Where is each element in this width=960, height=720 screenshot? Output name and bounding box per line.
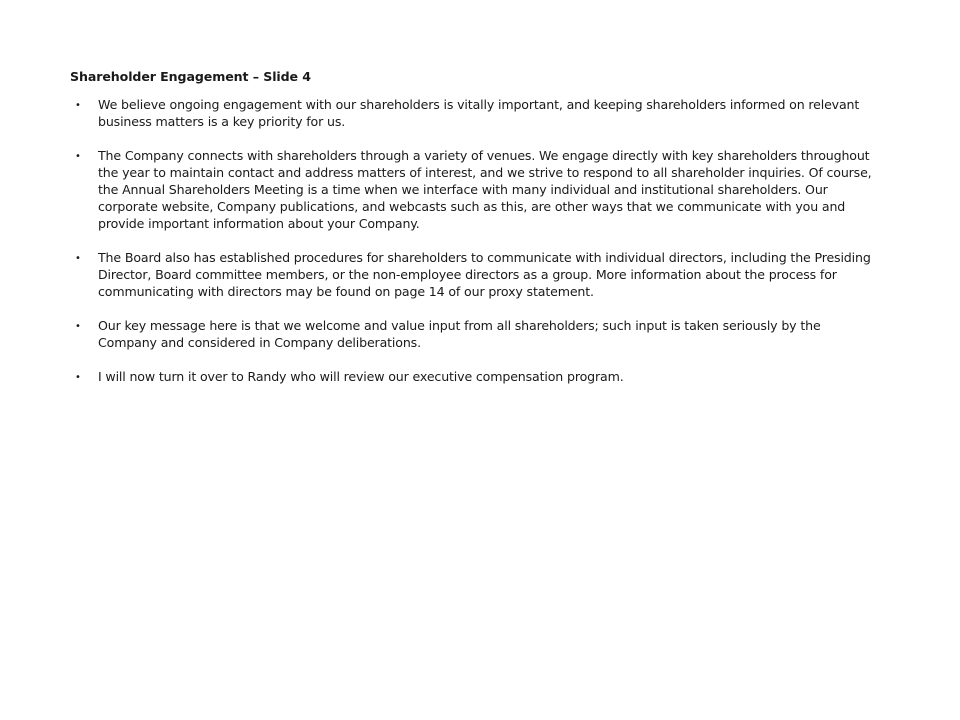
list-item: • Our key message here is that we welcome and value input from all shareholders; such input is taken seriously by the Company and considered in Company deliberations. (70, 317, 878, 351)
list-item: • We believe ongoing engagement with our shareholders is vitally important, and keeping shareholders informed on relevant business matters is a key priority for us. (70, 96, 878, 130)
bullet-list (70, 96, 880, 385)
list-item: • The Company connects with shareholders through a variety of venues. We engage directly with key shareholders throughout the year to maintain contact and address matters of interest, and we strive to respond to all shareholder inquiries. Of course, the Annual Shareholders Meeting is a time when we interface with many individual and institutional shareholders. Our corporate website, Company publications, and webcasts such as this, are other ways that we communicate with you and provide important information about your Company. (70, 147, 878, 232)
page-title: Shareholder Engagement – Slide 4 (70, 69, 311, 84)
list-item: • The Board also has established procedures for shareholders to communicate with individual directors, including the Presiding Director, Board committee members, or the non-employee directors as a group. More information about the process for communicating with directors may be found on page 14 of our proxy statement. (70, 249, 878, 300)
list-item: • I will now turn it over to Randy who will review our executive compensation program. (70, 368, 878, 385)
